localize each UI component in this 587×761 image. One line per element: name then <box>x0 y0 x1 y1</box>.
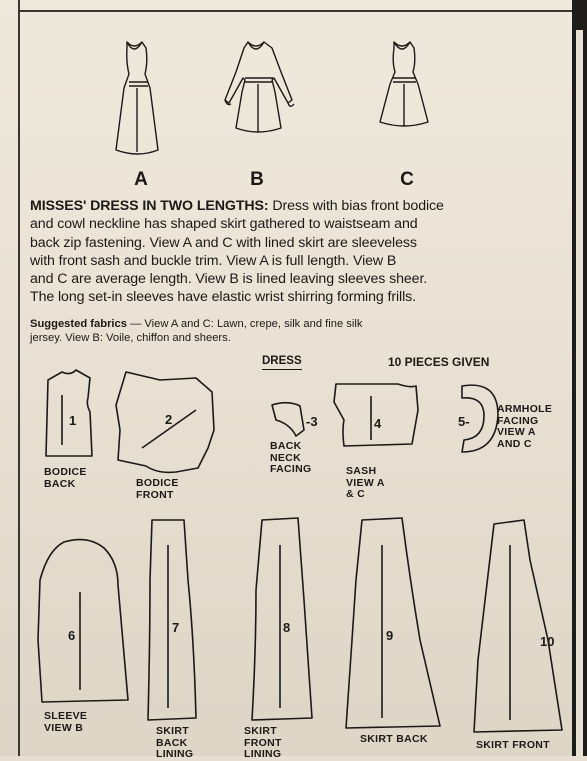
description-line: and cowl neckline has shaped skirt gathered to waistseam and <box>30 216 418 233</box>
fabrics-lead: Suggested fabrics <box>30 318 127 330</box>
piece-skirt-front-lining <box>252 518 312 720</box>
piece-number: -3 <box>306 414 318 429</box>
piece-skirt-back <box>346 518 440 728</box>
piece-number: 6 <box>68 628 76 643</box>
piece-number: 5- <box>458 414 470 429</box>
piece-label: BACK NECK FACING <box>270 440 312 475</box>
piece-label: SKIRT FRONT LINING <box>244 725 282 760</box>
piece-number: 2 <box>165 412 173 427</box>
view-b-label: B <box>250 169 264 190</box>
piece-label: BODICE FRONT <box>136 477 179 501</box>
piece-label: ARMHOLE FACING VIEW A AND C <box>497 403 553 450</box>
description-title: MISSES' DRESS IN TWO LENGTHS: <box>30 198 269 214</box>
piece-label: SASH VIEW A & C <box>346 465 385 500</box>
description-line: with front sash and buckle trim. View A is full length. View B <box>30 252 397 269</box>
description-line: Dress with bias front bodice <box>272 198 444 214</box>
piece-number: 10 <box>540 634 555 649</box>
description-line: back zip fastening. View A and C with lined skirt are sleeveless <box>30 234 417 251</box>
dress-heading: DRESS <box>262 355 302 370</box>
pieces-given: 10 PIECES GIVEN <box>388 355 490 369</box>
view-a-label: A <box>134 169 148 190</box>
piece-label: SLEEVE VIEW B <box>44 710 88 734</box>
piece-back-neck-facing <box>272 403 304 436</box>
piece-label: SKIRT FRONT <box>476 739 550 751</box>
piece-sash <box>334 384 418 446</box>
description-line: The long set-in sleeves have elastic wrist shirring forming frills. <box>30 289 416 306</box>
fabrics-line: — View A and C: Lawn, crepe, silk and fine silk <box>126 318 363 330</box>
piece-sleeve <box>38 540 128 702</box>
piece-skirt-front <box>474 520 562 732</box>
piece-label: BODICE BACK <box>44 466 87 490</box>
piece-number: 4 <box>374 416 382 431</box>
description-line: and C are average length. View B is lined leaving sleeves sheer. <box>30 271 428 288</box>
piece-number: 8 <box>283 620 291 635</box>
piece-label: SKIRT BACK <box>360 733 428 745</box>
piece-number: 9 <box>386 628 394 643</box>
piece-number: 7 <box>172 620 180 635</box>
view-c-label: C <box>400 169 414 190</box>
piece-number: 1 <box>69 413 77 428</box>
piece-label: SKIRT BACK LINING <box>156 725 194 760</box>
fabrics-line: jersey. View B: Voile, chiffon and sheers. <box>30 331 231 344</box>
